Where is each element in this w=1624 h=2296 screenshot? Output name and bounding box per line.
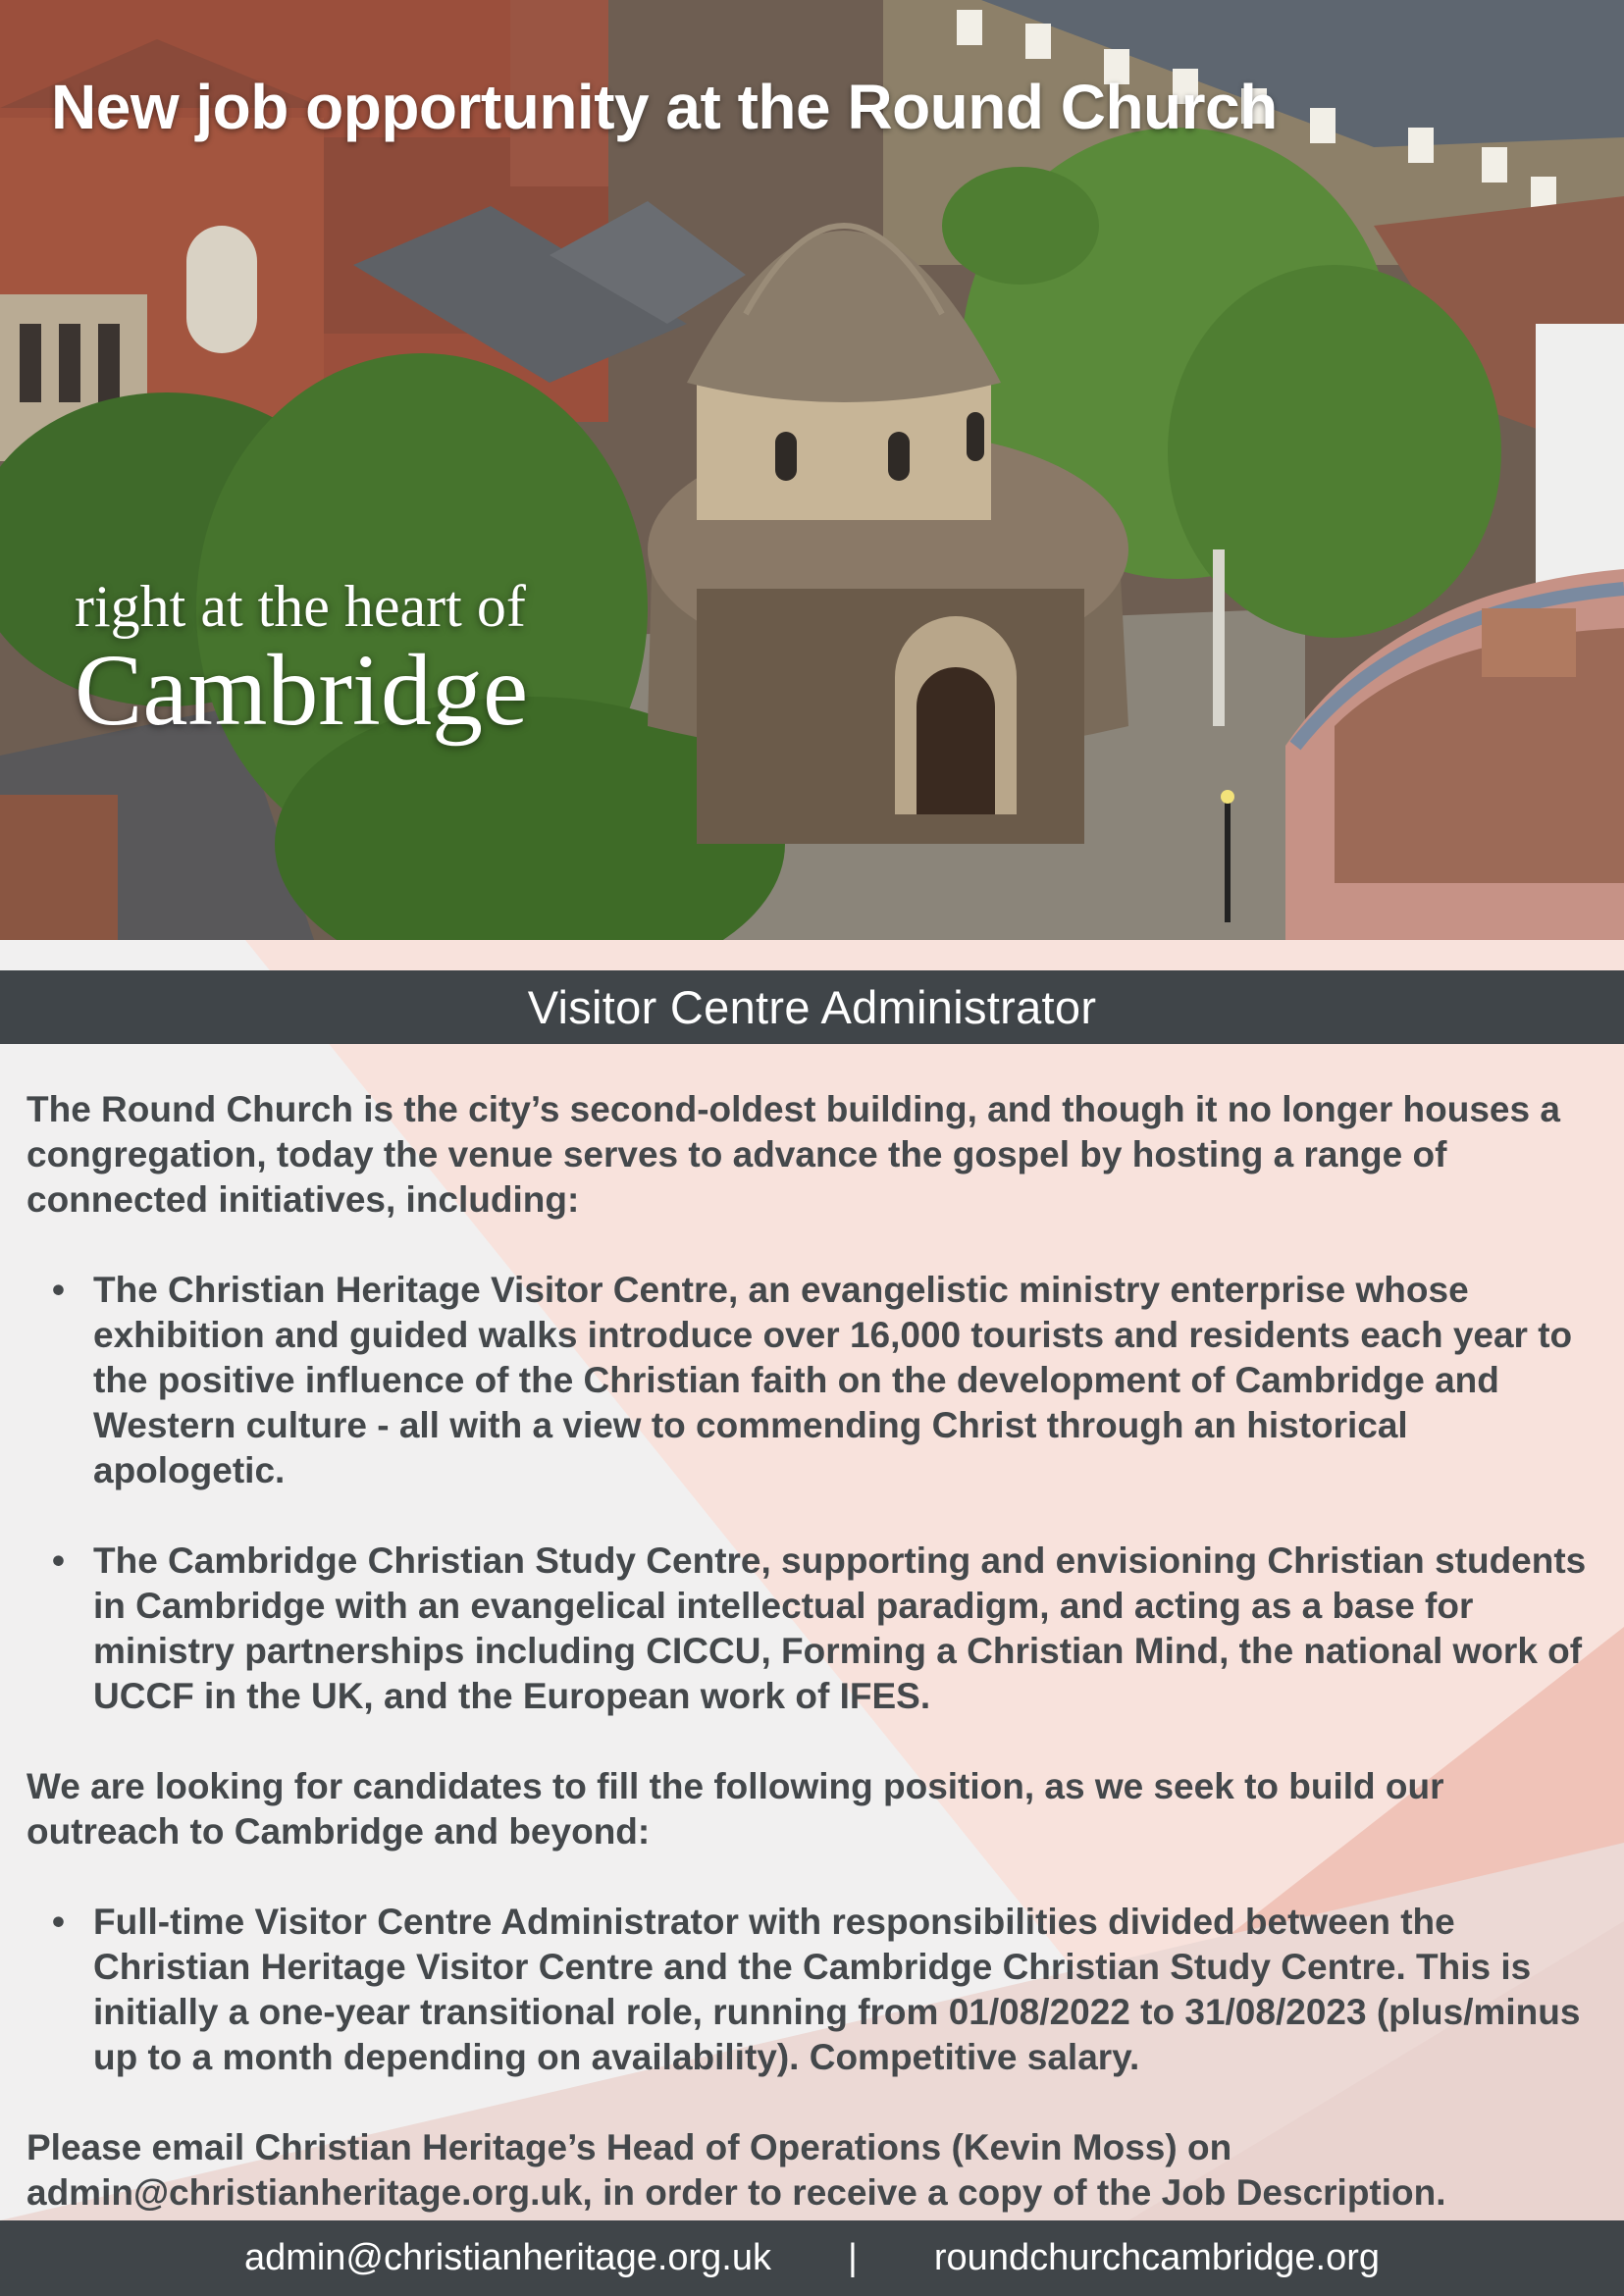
list-item — [26, 1900, 1606, 2080]
bullet-icon: • — [52, 1902, 65, 1942]
hero-title: New job opportunity at the Round Church — [51, 72, 1278, 142]
position-description: Full-time Visitor Centre Administrator with responsibilities divided between the Christian Heritage Visitor Centre and the Cambridge Christian Study Centre. This is initially a one-year transitional role, running from 01/08/2022 to 31/08/2023 (plus/minus up to a month depending on availability). Competitive salary. — [93, 1902, 1581, 2077]
tagline-line-2: Cambridge — [75, 634, 529, 747]
job-description — [26, 1087, 1606, 2216]
footer-email-link[interactable]: admin@christianheritage.org.uk — [243, 2237, 772, 2278]
job-title-bar — [0, 970, 1624, 1044]
footer-separator: | — [848, 2237, 858, 2278]
footer-website-link[interactable]: roundchurchcambridge.org — [933, 2237, 1381, 2278]
position-list — [26, 1900, 1606, 2080]
contact-paragraph: Please email Christian Heritage’s Head of Operations (Kevin Moss) on admin@christianheritage.org.uk, in order to receive a copy of the Job Description. — [26, 2127, 1446, 2213]
bullet-icon: • — [52, 1270, 65, 1310]
initiative-study-centre: The Cambridge Christian Study Centre, supporting and envisioning Christian students in Cambridge with an evangelical intellectual paradigm, and acting as a base for ministry partnerships including CICCU, Forming a Christian Mind, the national work of UCCF in the UK, and the European work of IFES. — [93, 1540, 1587, 1716]
initiative-visitor-centre: The Christian Heritage Visitor Centre, an evangelistic ministry enterprise whose exhibition and guided walks introduce over 16,000 tourists and residents each year to the positive influence of the Christian faith on the development of Cambridge and Western culture - all with a view to commending Christ through an historical apologetic. — [93, 1270, 1573, 1490]
tagline-line-1: right at the heart of — [75, 574, 526, 639]
looking-for-paragraph: We are looking for candidates to fill the following position, as we seek to build our outreach to Cambridge and beyond: — [26, 1766, 1444, 1852]
bullet-icon: • — [52, 1540, 65, 1581]
footer-bar — [0, 2220, 1624, 2296]
intro-paragraph: The Round Church is the city’s second-oldest building, and though it no longer houses a congregation, today the venue serves to advance the gospel by hosting a range of connected initiatives, including: — [26, 1089, 1560, 1220]
initiatives-list — [26, 1268, 1606, 1719]
job-title: Visitor Centre Administrator — [527, 981, 1097, 1033]
tagline-logo — [75, 574, 529, 747]
list-item — [26, 1539, 1606, 1719]
list-item — [26, 1268, 1606, 1493]
hero-photo — [0, 0, 1624, 940]
